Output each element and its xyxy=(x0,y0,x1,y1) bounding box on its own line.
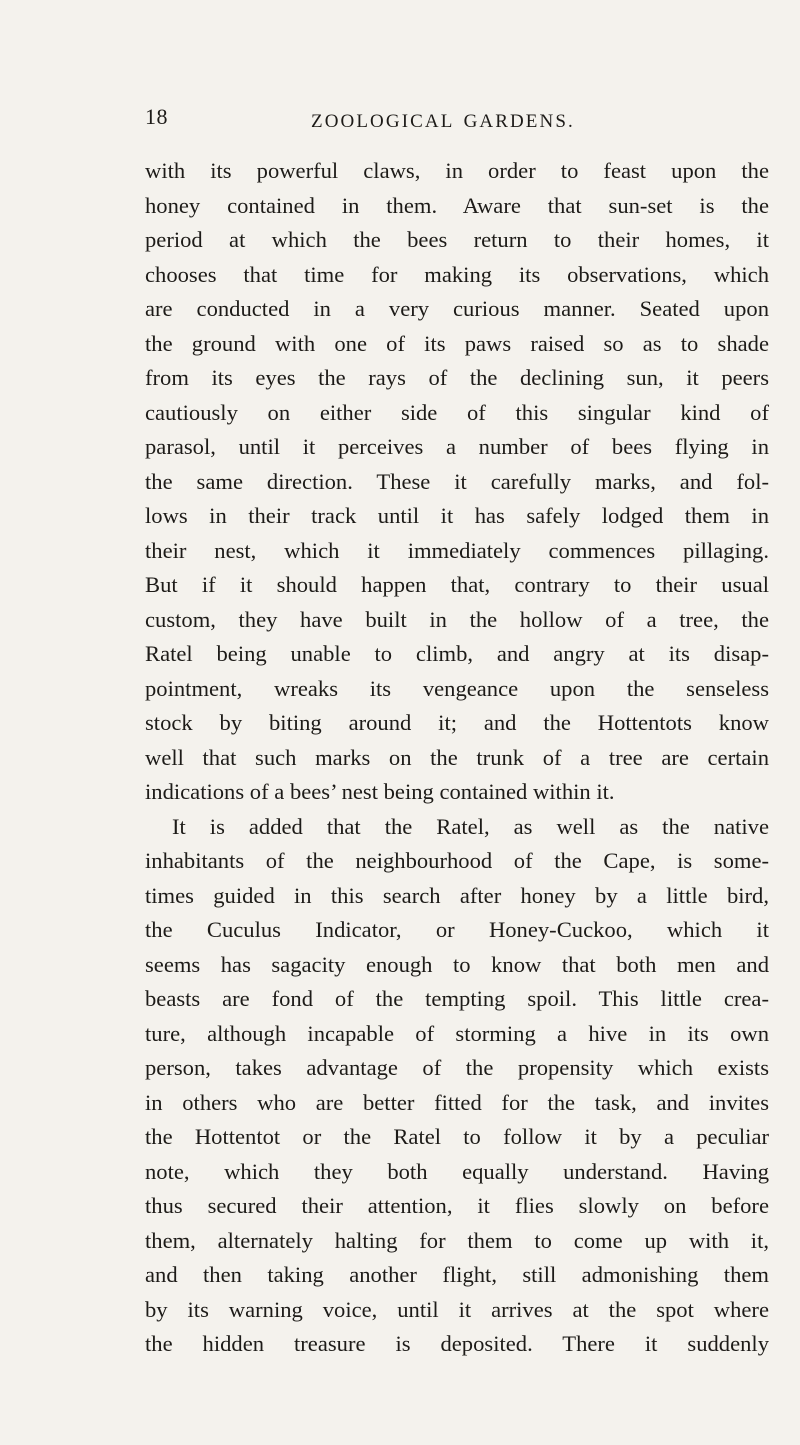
text-line: inhabitants of the neighbourhood of the Cape, is some- xyxy=(145,848,769,873)
text-line: well that such marks on the trunk of a tree are certain xyxy=(145,744,769,770)
paragraph-start-line: It is added that the Ratel, as well as the native xyxy=(172,813,769,839)
text-line: note, which they both equally understand. Having xyxy=(145,1158,769,1184)
text-line: beasts are fond of the tempting spoil. This little crea- xyxy=(145,986,769,1011)
text-line: are conducted in a very curious manner. Seated upon xyxy=(145,296,769,321)
text-line: the hidden treasure is deposited. There it suddenly xyxy=(145,1331,769,1356)
text-line: from its eyes the rays of the declining sun, it peers xyxy=(145,365,769,390)
text-line: ture, although incapable of storming a hive in its own xyxy=(145,1020,769,1046)
text-line: the ground with one of its paws raised so as to shade xyxy=(145,330,769,356)
paragraph-end-line: indications of a bees’ nest being contained within it. xyxy=(145,779,615,804)
text-line: by its warning voice, until it arrives at the spot where xyxy=(145,1296,769,1322)
page-number: 18 xyxy=(145,104,168,129)
text-line: lows in their track until it has safely lodged them in xyxy=(145,503,769,528)
text-line: the Cuculus Indicator, or Honey-Cuckoo, which it xyxy=(145,917,769,942)
text-line: the same direction. These it carefully marks, and fol- xyxy=(145,468,769,494)
text-line: parasol, until it perceives a number of bees flying in xyxy=(145,434,769,459)
text-line: and then taking another flight, still admonishing them xyxy=(145,1262,769,1287)
running-head: ZOOLOGICAL GARDENS. xyxy=(311,111,575,132)
text-line: custom, they have built in the hollow of a tree, the xyxy=(145,606,769,632)
text-line: their nest, which it immediately commences pillaging. xyxy=(145,537,769,563)
text-line: seems has sagacity enough to know that both men and xyxy=(145,951,769,977)
text-line: in others who are better fitted for the task, and invites xyxy=(145,1089,769,1115)
text-line: Ratel being unable to climb, and angry at its disap- xyxy=(145,641,769,666)
text-line: person, takes advantage of the propensity which exists xyxy=(145,1055,769,1080)
text-line: cautiously on either side of this singular kind of xyxy=(145,399,769,425)
text-line: the Hottentot or the Ratel to follow it by a peculiar xyxy=(145,1124,769,1149)
text-line: with its powerful claws, in order to feast upon the xyxy=(145,158,769,183)
text-line: times guided in this search after honey by a little bird, xyxy=(145,882,769,908)
text-line: period at which the bees return to their homes, it xyxy=(145,227,769,252)
text-line: thus secured their attention, it flies slowly on before xyxy=(145,1193,769,1218)
text-line: But if it should happen that, contrary to their usual xyxy=(145,572,769,597)
text-line: chooses that time for making its observations, which xyxy=(145,261,769,287)
text-line: pointment, wreaks its vengeance upon the senseless xyxy=(145,675,769,701)
text-line: honey contained in them. Aware that sun-set is the xyxy=(145,192,769,218)
text-line: them, alternately halting for them to come up with it, xyxy=(145,1227,769,1253)
body-text xyxy=(145,154,769,1362)
text-line: stock by biting around it; and the Hottentots know xyxy=(145,710,769,735)
